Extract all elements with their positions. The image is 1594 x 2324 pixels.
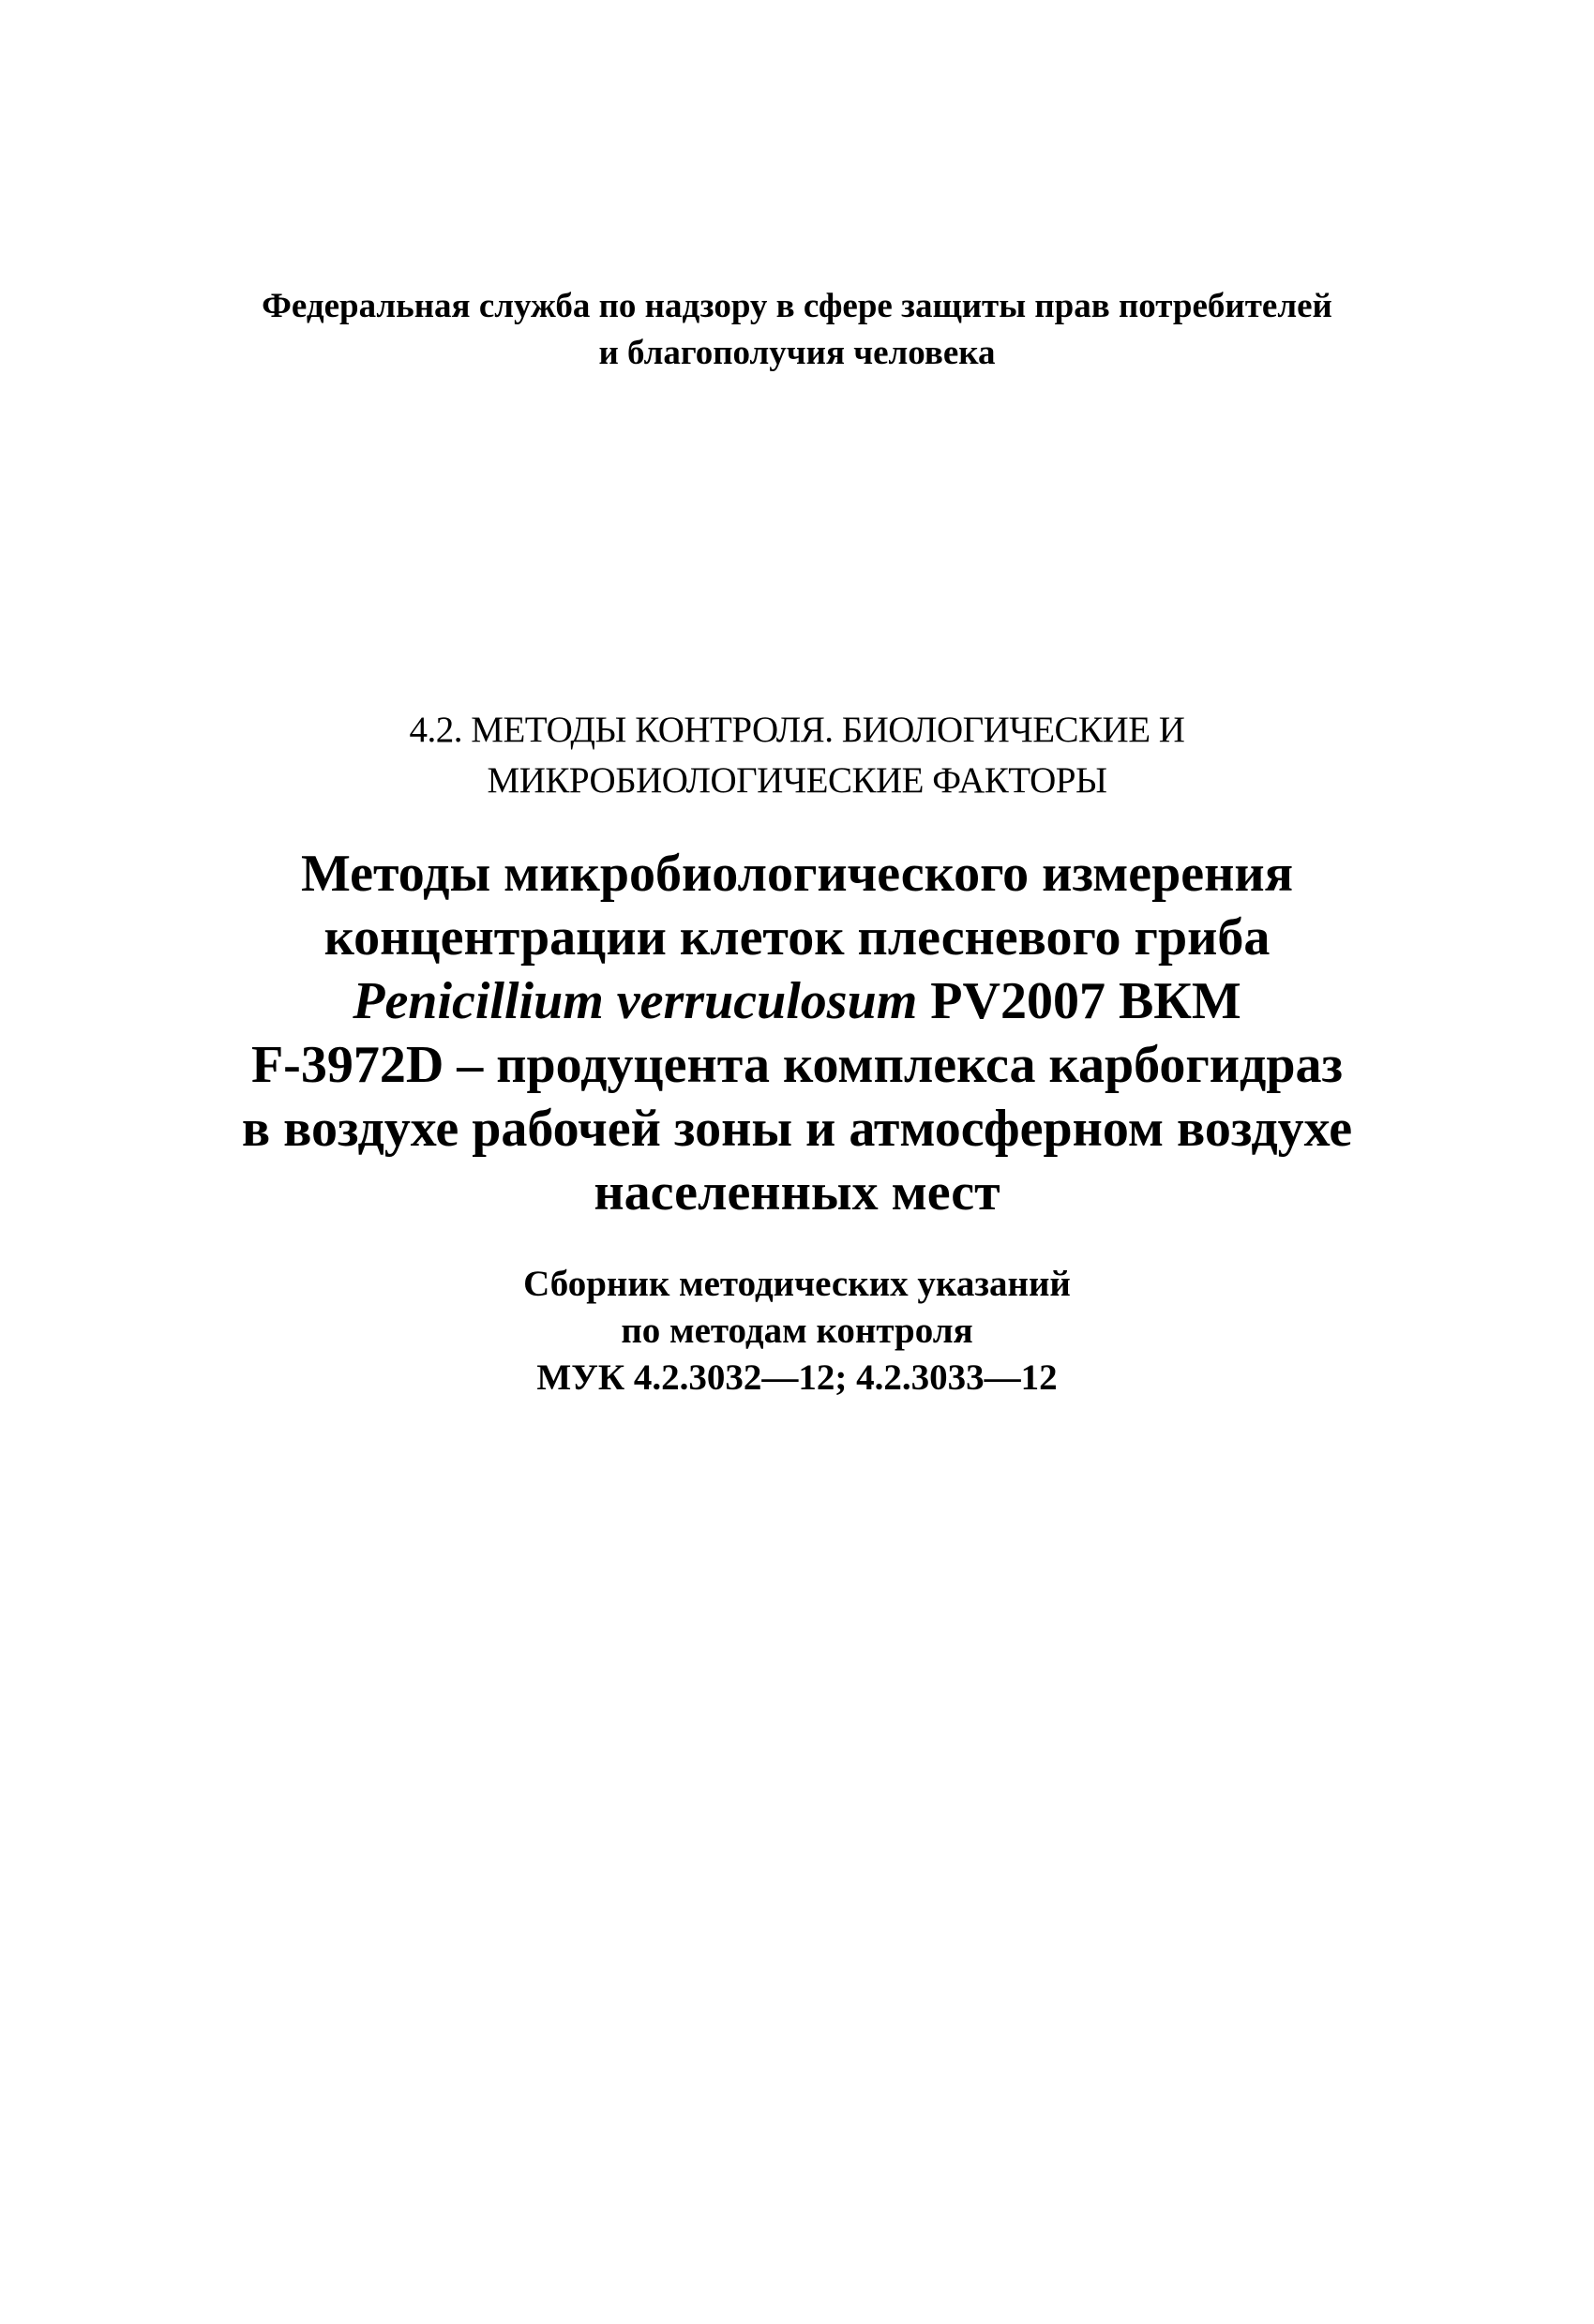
section-heading-line-2: МИКРОБИОЛОГИЧЕСКИЕ ФАКТОРЫ bbox=[487, 760, 1107, 801]
section-heading-line-1: 4.2. МЕТОДЫ КОНТРОЛЯ. БИОЛОГИЧЕСКИЕ И bbox=[409, 710, 1185, 750]
strain-designation: PV2007 ВКМ bbox=[917, 972, 1241, 1030]
section-heading bbox=[0, 705, 1594, 806]
collection-info bbox=[0, 1261, 1594, 1402]
document-title-line-3 bbox=[0, 969, 1594, 1033]
agency-name bbox=[0, 283, 1594, 377]
document-title bbox=[0, 842, 1594, 1224]
agency-name-line-2: и благополучия человека bbox=[598, 334, 996, 372]
document-title-line-1: Методы микробиологического измерения bbox=[301, 845, 1293, 903]
document-title-line-2: концентрации клеток плесневого гриба bbox=[323, 908, 1271, 967]
collection-info-line-2: по методам контроля bbox=[621, 1311, 973, 1351]
species-name: Penicillium verruculosum bbox=[353, 972, 918, 1030]
document-codes: МУК 4.2.3032—12; 4.2.3033—12 bbox=[536, 1357, 1058, 1398]
collection-info-line-1: Сборник методических указаний bbox=[523, 1264, 1071, 1304]
agency-name-line-1: Федеральная служба по надзору в сфере защиты прав потребителей bbox=[262, 287, 1332, 325]
document-title-line-4: F-3972D – продуцента комплекса карбогидраз bbox=[250, 1036, 1344, 1094]
document-title-line-5: в воздухе рабочей зоны и атмосферном воздухе bbox=[241, 1100, 1353, 1158]
document-title-line-6: населенных мест bbox=[594, 1163, 1000, 1222]
